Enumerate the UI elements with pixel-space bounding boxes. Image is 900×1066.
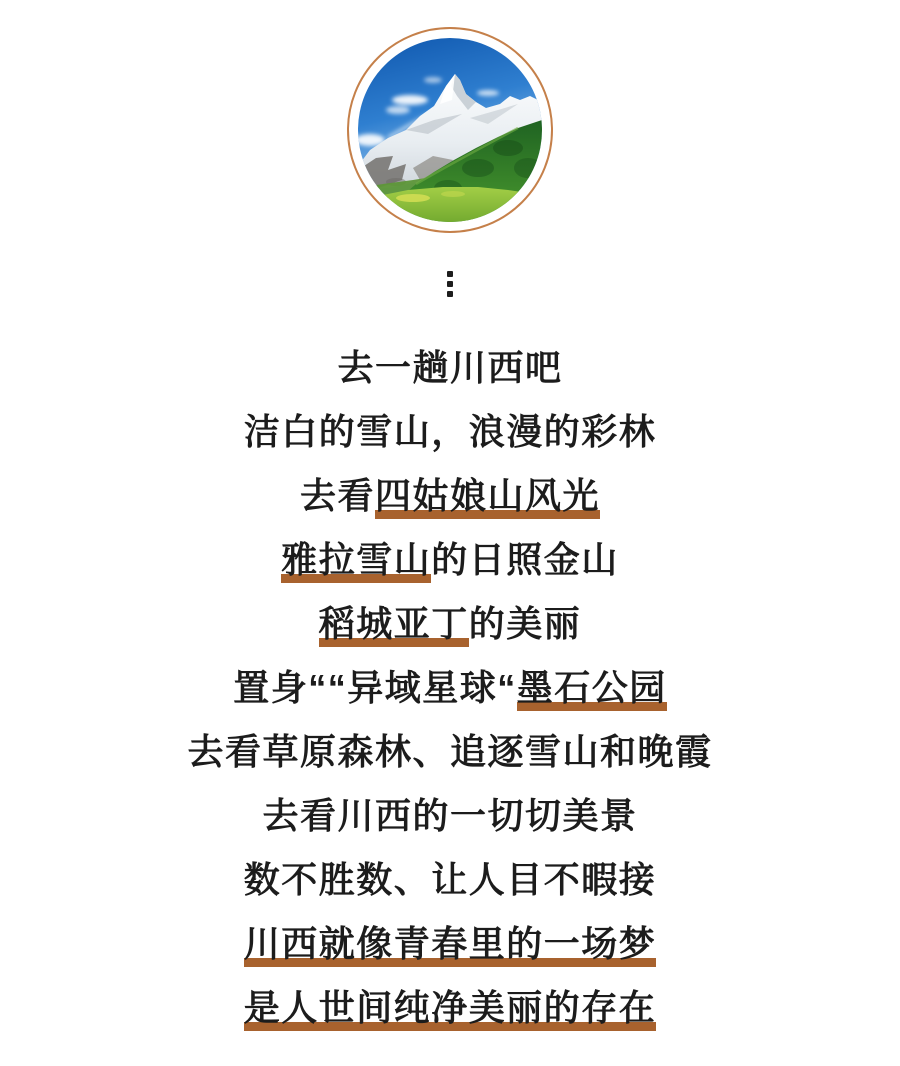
avatar-ring [347,27,553,233]
mountain-photo-art [358,38,542,222]
plain-text: 去一趟川西吧 [337,346,563,388]
highlighted-text: 稻城亚丁 [319,596,469,647]
poem-line [0,845,900,909]
plain-text: 去看川西的一切切美景 [262,794,638,836]
highlighted-text: 四姑娘山风光 [375,468,600,519]
poem-line [0,973,900,1037]
poem [0,333,900,1037]
poem-line [0,653,900,717]
dot [447,271,453,277]
plain-text: 的美丽 [468,602,582,644]
poem-line [0,589,900,653]
mountain-photo[interactable] [358,38,542,222]
poem-line [0,461,900,525]
plain-text: 洁白的雪山，浪漫的彩林 [243,410,657,452]
plain-text: 去看草原森林、追逐雪山和晚霞 [187,730,713,772]
poem-line [0,397,900,461]
poem-line [0,525,900,589]
highlighted-text: 墨石公园 [517,660,667,711]
plain-text: 去看 [299,474,375,516]
poem-line [0,781,900,845]
poem-line [0,333,900,397]
poem-line [0,717,900,781]
highlighted-text: 川西就像青春里的一场梦 [244,916,657,967]
plain-text: 数不胜数、让人目不暇接 [243,858,657,900]
highlighted-text: 雅拉雪山 [281,532,431,583]
dot [447,291,453,297]
highlighted-text: 是人世间纯净美丽的存在 [244,980,657,1031]
ellipsis-divider [0,271,900,297]
dot [447,281,453,287]
plain-text: 的日照金山 [431,538,619,580]
poem-line [0,909,900,973]
plain-text: 置身““异域星球“ [233,666,517,708]
